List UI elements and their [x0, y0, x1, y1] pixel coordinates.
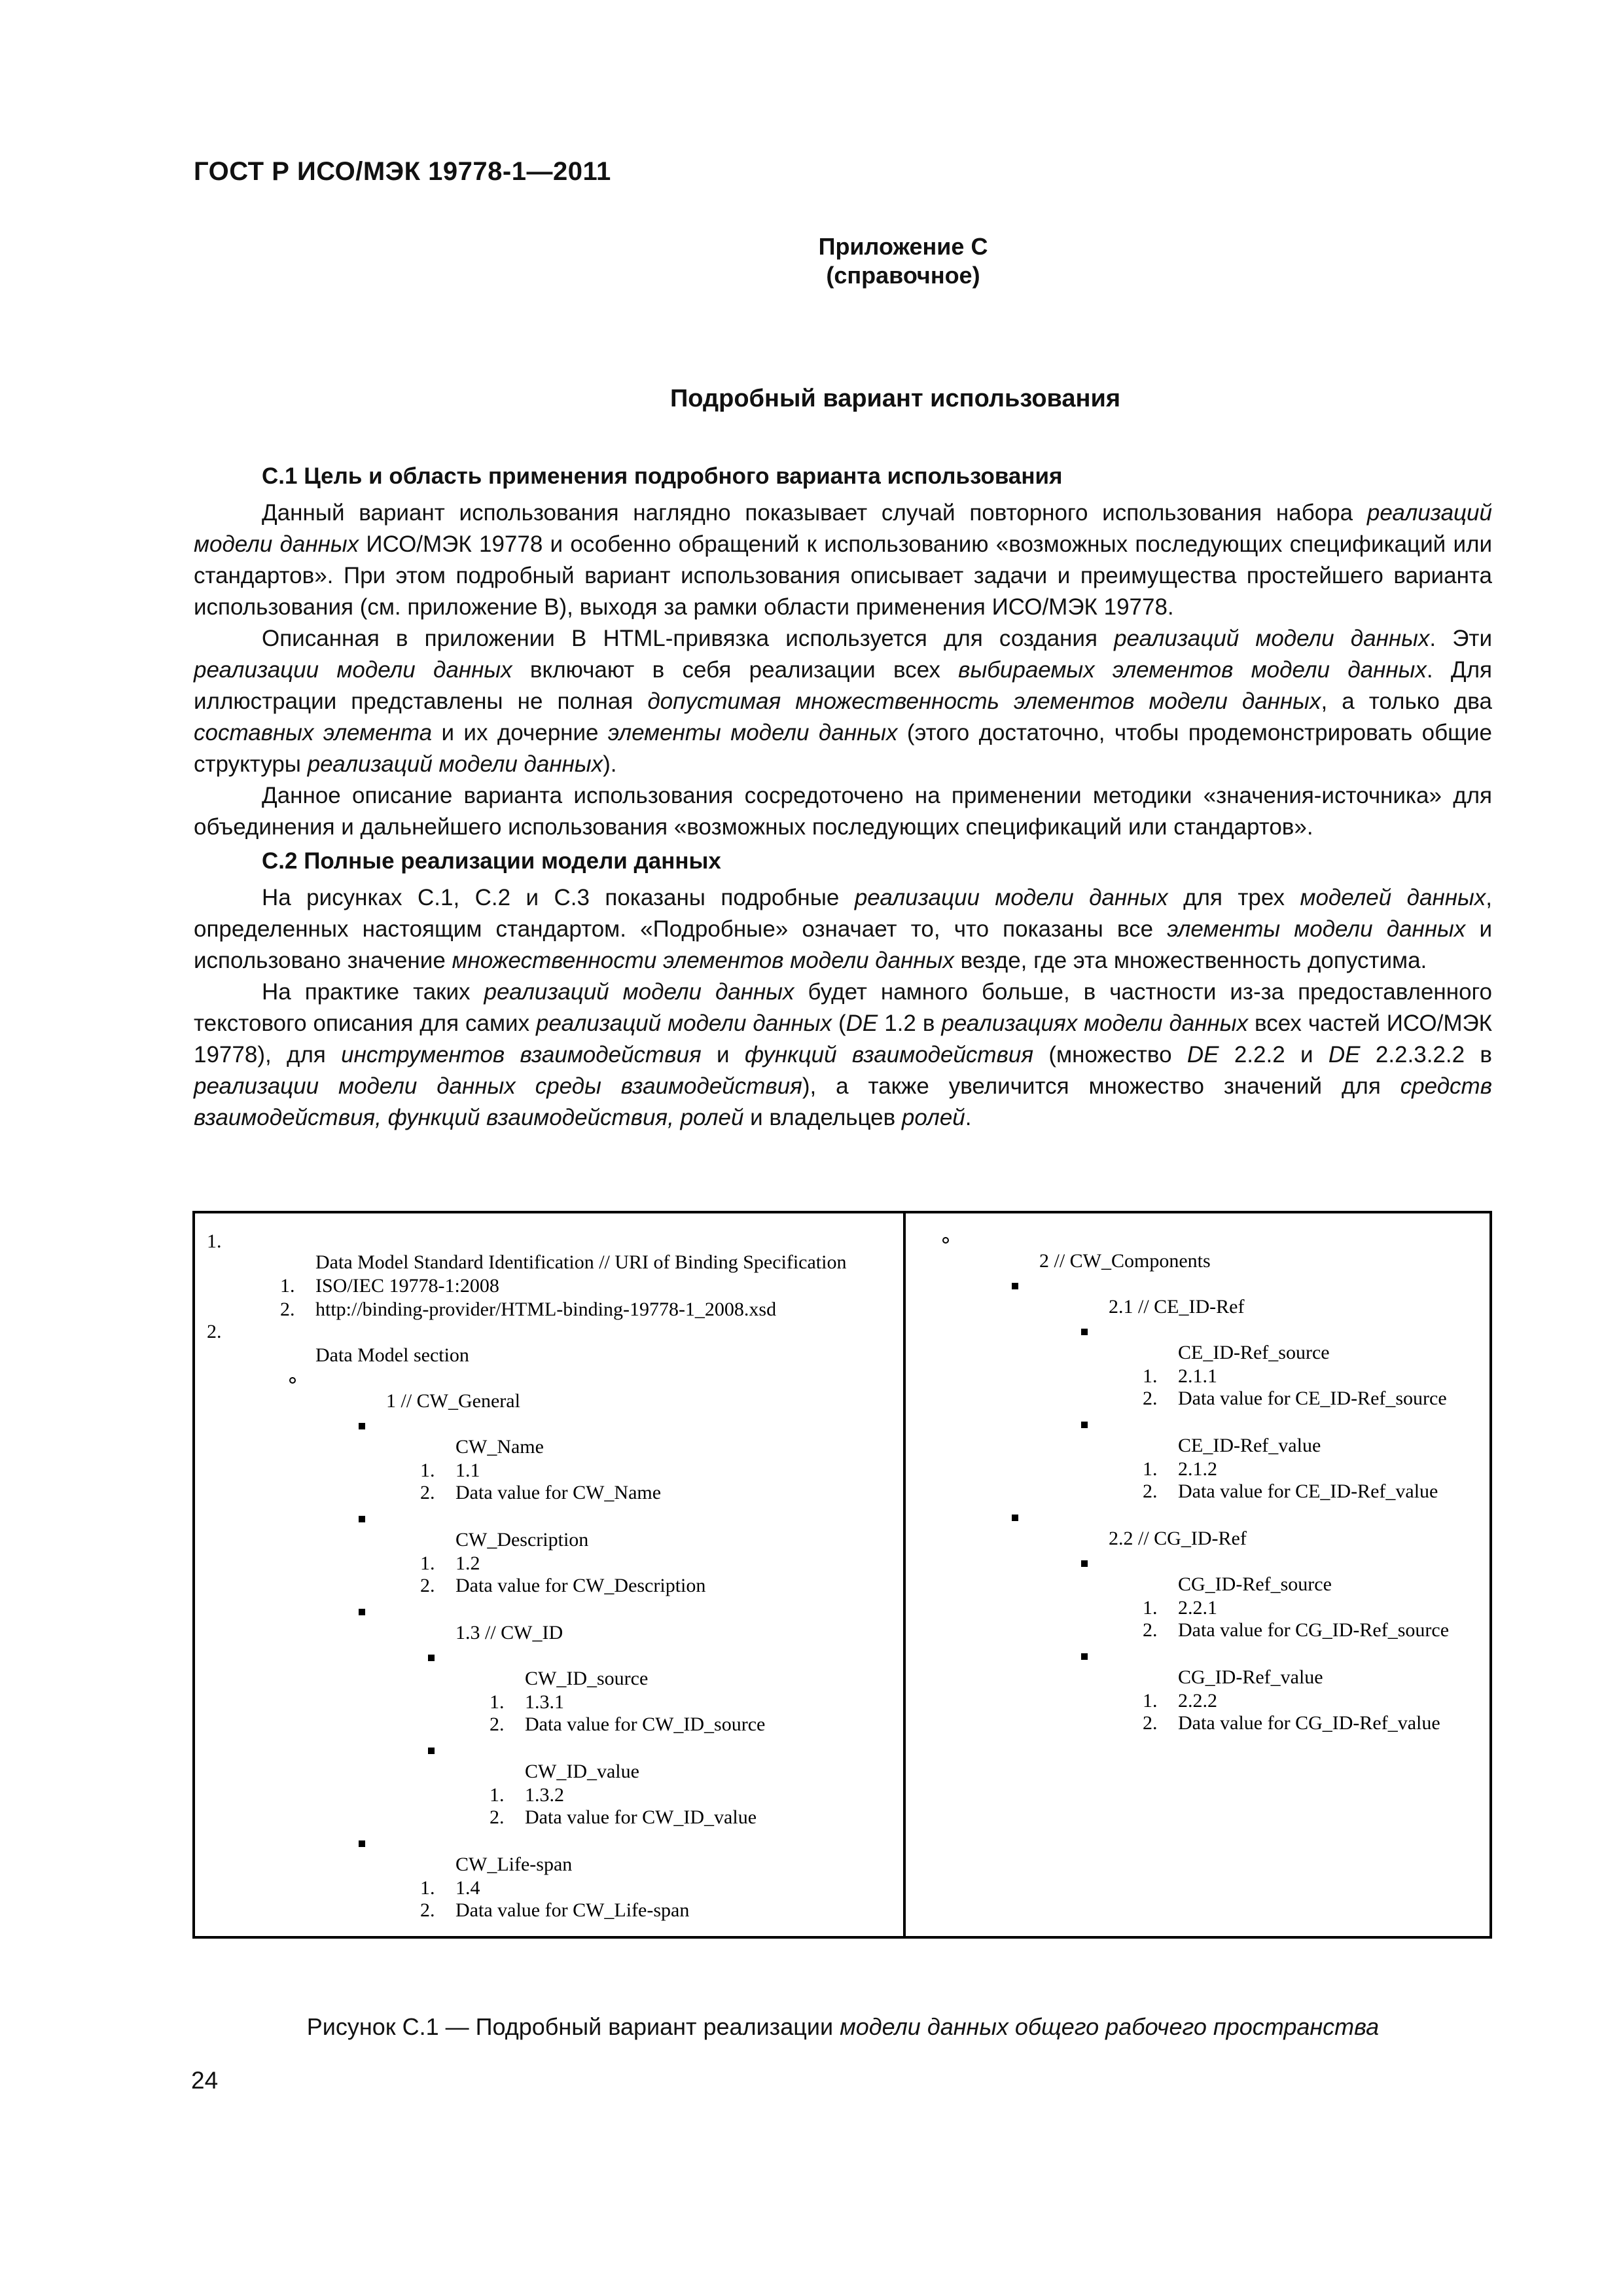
section-label: Data Model section — [315, 1344, 469, 1366]
italic-term: составных элемента — [194, 720, 433, 745]
italic-term: реализаций модели данных — [484, 979, 794, 1005]
italic-term: средств взаимодействия, функций взаимодействия, ролей — [194, 1073, 1492, 1130]
text-run: Данный вариант использования наглядно показывает случай повторного использования набора — [262, 500, 1367, 526]
list-number: 1. — [1143, 1458, 1158, 1480]
figure-divider — [903, 1213, 906, 1936]
list-number: 2. — [1143, 1712, 1158, 1734]
italic-term: модели данных общего рабочего пространства — [840, 2013, 1380, 2040]
text-run: 1.2 в — [878, 1011, 942, 1036]
square-bullet-icon — [1012, 1283, 1018, 1289]
list-number: 1. — [420, 1552, 435, 1574]
italic-term: DE — [1186, 1042, 1219, 1067]
italic-term: реализаций модели данных — [536, 1011, 832, 1036]
element-label: 2.2 // CG_ID-Ref — [1109, 1528, 1247, 1549]
element-value: 1.1 — [455, 1460, 480, 1481]
square-bullet-icon — [428, 1655, 435, 1661]
italic-term: элементы модели данных — [1167, 916, 1466, 942]
text-run: Рисунок С.1 — Подробный вариант реализации — [306, 2013, 840, 2040]
italic-term: реализации модели данных среды взаимодействия — [194, 1073, 802, 1099]
text-run: 2.2.3.2.2 в — [1360, 1042, 1493, 1067]
text-run: включают в себя реализации всех — [512, 657, 959, 683]
element-value: 2.2.2 — [1178, 1690, 1217, 1712]
text-run: 2.2.2 и — [1219, 1042, 1329, 1067]
text-run: ). — [603, 751, 617, 777]
text-run: и использовано значение — [194, 916, 1492, 973]
square-bullet-icon — [1081, 1329, 1088, 1335]
section-c1-body — [194, 497, 1492, 843]
element-value: 1.4 — [455, 1877, 480, 1899]
section-c2-body — [194, 882, 1492, 1134]
italic-term: моделей данных — [1300, 885, 1486, 910]
square-bullet-icon — [1081, 1560, 1088, 1567]
text-run: . Эти — [1429, 626, 1492, 651]
element-value: Data value for CE_ID-Ref_value — [1178, 1480, 1438, 1502]
element-value: Data value for CW_ID_source — [525, 1713, 766, 1735]
list-number: 2. — [490, 1713, 505, 1735]
figure-c1-box — [192, 1211, 1492, 1939]
element-label: CW_ID_source — [525, 1668, 649, 1689]
element-label: 2.1 // CE_ID-Ref — [1109, 1296, 1245, 1318]
italic-term: DE — [846, 1011, 878, 1036]
list-number: 2. — [420, 1482, 435, 1503]
general-label: 1 // CW_General — [386, 1390, 520, 1412]
list-number: 2. — [1143, 1619, 1158, 1641]
element-label: CW_ID_value — [525, 1761, 639, 1782]
components-label: 2 // CW_Components — [1039, 1250, 1211, 1272]
text-run: . Для иллюстрации представлены не полная — [194, 657, 1492, 714]
element-value: Data value for CG_ID-Ref_value — [1178, 1712, 1440, 1734]
list-number: 2. — [490, 1806, 505, 1828]
element-value: 2.1.2 — [1178, 1458, 1217, 1480]
element-value: 2.1.1 — [1178, 1365, 1217, 1387]
italic-term: функций взаимодействия — [744, 1042, 1034, 1067]
annex-title: Приложение С — [818, 233, 988, 260]
element-label: CG_ID-Ref_value — [1178, 1666, 1323, 1688]
element-value: 1.2 — [455, 1552, 480, 1574]
list-number: 2. — [207, 1321, 222, 1342]
text-run: , определенных настоящим стандартом. «Подробные» означает то, что показаны все — [194, 885, 1492, 942]
italic-term: реализациях модели данных — [941, 1011, 1249, 1036]
text-run: На рисунках С.1, С.2 и С.3 показаны подробные — [262, 885, 855, 910]
list-number: 2. — [420, 1575, 435, 1596]
element-value: Data value for CG_ID-Ref_source — [1178, 1619, 1450, 1641]
text-run: ( — [831, 1011, 846, 1036]
element-value: 2.2.1 — [1178, 1597, 1217, 1619]
element-value: Data value for CW_Description — [455, 1575, 706, 1596]
list-number: 2. — [420, 1899, 435, 1921]
element-label: CW_Description — [455, 1529, 589, 1551]
list-number: 1. — [207, 1230, 222, 1252]
text-run: ), а также увеличится множество значений для — [802, 1073, 1400, 1099]
spec-heading: Data Model Standard Identification // URI of Binding Specification — [315, 1251, 847, 1273]
square-bullet-icon — [1081, 1653, 1088, 1660]
square-bullet-icon — [359, 1423, 365, 1429]
text-run: для трех — [1168, 885, 1300, 910]
list-number: 2. — [1143, 1480, 1158, 1502]
list-number: 1. — [490, 1784, 505, 1806]
text-run: Данное описание варианта использования сосредоточено на применении методики «значения-источника» для объединения и дальнейшего использования «возможных последующих спецификаций или стандартов». — [194, 783, 1492, 840]
list-number: 1. — [280, 1275, 295, 1297]
paragraph — [194, 780, 1492, 843]
spec-value: ISO/IEC 19778-1:2008 — [315, 1275, 499, 1297]
section-c1-heading: С.1 Цель и область применения подробного варианта использования — [262, 463, 1063, 489]
italic-term: элементы модели данных — [607, 720, 898, 745]
text-run: (множество — [1033, 1042, 1187, 1067]
italic-term: реализаций модели данных — [194, 500, 1492, 557]
element-label: CG_ID-Ref_source — [1178, 1573, 1332, 1595]
square-bullet-icon — [428, 1748, 435, 1754]
paragraph — [194, 497, 1492, 623]
text-run: , а только два — [1321, 689, 1492, 714]
element-value: 1.3.1 — [525, 1691, 564, 1713]
annex-type: (справочное) — [826, 262, 980, 289]
element-label: CW_Name — [455, 1436, 544, 1458]
square-bullet-icon — [1081, 1422, 1088, 1428]
list-number: 1. — [1143, 1365, 1158, 1387]
paragraph — [194, 623, 1492, 780]
square-bullet-icon — [359, 1609, 365, 1615]
list-number: 2. — [1143, 1388, 1158, 1409]
text-run: На практике таких — [262, 979, 484, 1005]
text-run: . — [965, 1105, 972, 1130]
list-number: 1. — [490, 1691, 505, 1713]
hollow-bullet-icon — [289, 1377, 296, 1384]
text-run: и — [701, 1042, 745, 1067]
italic-term: DE — [1328, 1042, 1361, 1067]
italic-term: реализации модели данных — [854, 885, 1168, 910]
section-c2-heading: С.2 Полные реализации модели данных — [262, 848, 721, 874]
italic-term: множественности элементов модели данных — [452, 948, 954, 973]
annex-heading: Подробный вариант использования — [669, 385, 1121, 412]
element-value: Data value for CW_ID_value — [525, 1806, 757, 1828]
element-label: CE_ID-Ref_value — [1178, 1435, 1321, 1456]
document-header: ГОСТ Р ИСО/МЭК 19778-1—2011 — [194, 157, 611, 186]
text-run: везде, где эта множественность допустима. — [954, 948, 1427, 973]
text-run: будет намного больше, в частности из-за предоставленного текстового описания для самих — [194, 979, 1492, 1036]
italic-term: реализации модели данных — [194, 657, 512, 683]
italic-term: инструментов взаимодействия — [341, 1042, 702, 1067]
square-bullet-icon — [359, 1840, 365, 1847]
italic-term: ролей — [901, 1105, 965, 1130]
list-number: 1. — [420, 1877, 435, 1899]
paragraph — [194, 882, 1492, 977]
italic-term: выбираемых элементов модели данных — [958, 657, 1427, 683]
spec-value: http://binding-provider/HTML-binding-19778-1_2008.xsd — [315, 1299, 777, 1320]
text-run: ИСО/МЭК 19778 и особенно обращений к использованию «возможных последующих спецификаций или стандартов». При этом подробный вариант использования описывает задачи и преимущества простейшего варианта использования (см. приложение В), выходя за рамки области применения ИСО/МЭК 19778. — [194, 531, 1492, 620]
square-bullet-icon — [1012, 1515, 1018, 1521]
text-run: всех частей ИСО/МЭК 19778), для — [194, 1011, 1493, 1067]
element-value: 1.3.2 — [525, 1784, 564, 1806]
text-run: и их дочерние — [432, 720, 608, 745]
italic-term: реализаций модели данных — [307, 751, 603, 777]
list-number: 1. — [420, 1460, 435, 1481]
element-value: Data value for CW_Life-span — [455, 1899, 690, 1921]
paragraph — [194, 977, 1492, 1134]
element-label: CW_Life-span — [455, 1854, 573, 1875]
page-number: 24 — [191, 2067, 219, 2094]
element-value: Data value for CW_Name — [455, 1482, 662, 1503]
square-bullet-icon — [359, 1516, 365, 1522]
list-number: 2. — [280, 1299, 295, 1320]
text-run: и владельцев — [743, 1105, 902, 1130]
element-value: Data value for CE_ID-Ref_source — [1178, 1388, 1447, 1409]
text-run: (этого достаточно, чтобы продемонстрировать общие структуры — [194, 720, 1492, 777]
text-run: Описанная в приложении В HTML-привязка используется для создания — [262, 626, 1115, 651]
element-label: CE_ID-Ref_source — [1178, 1342, 1330, 1363]
italic-term: допустимая множественность элементов модели данных — [647, 689, 1321, 714]
element-label: 1.3 // CW_ID — [455, 1622, 563, 1643]
list-number: 1. — [1143, 1597, 1158, 1619]
italic-term: реализаций модели данных — [1114, 626, 1430, 651]
figure-caption — [194, 2013, 1492, 2041]
hollow-bullet-icon — [942, 1237, 949, 1244]
list-number: 1. — [1143, 1690, 1158, 1712]
